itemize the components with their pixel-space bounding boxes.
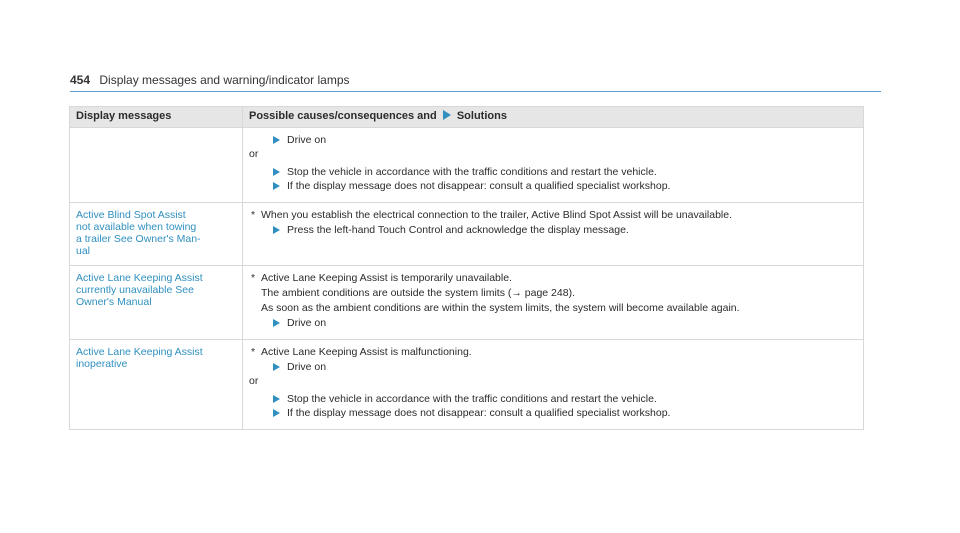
step-arrow-icon: [273, 395, 280, 403]
solution-arrow-icon: [443, 110, 451, 120]
display-message-cell: [70, 266, 243, 340]
display-message-text: ual: [76, 245, 91, 257]
display-message-text: Active Lane Keeping Assist: [76, 346, 203, 358]
display-message-text: inoperative: [76, 358, 128, 370]
display-message-text: Owner's Manual: [76, 296, 152, 308]
solution-step-text: Drive on: [287, 317, 327, 329]
cause-text: When you establish the electrical connection to the trailer, Active Blind Spot Assist will be unavailable.: [261, 209, 733, 221]
column-header-display-messages: Display messages: [70, 107, 243, 128]
solution-step: [249, 317, 857, 329]
solution-step-text: Stop the vehicle in accordance with the traffic conditions and restart the vehicle.: [287, 166, 657, 178]
table-row: [70, 340, 864, 430]
step-arrow-icon: [273, 409, 280, 417]
display-message-text: currently unavailable See: [76, 284, 194, 296]
column-header-causes: Possible causes/consequences and: [249, 110, 437, 122]
display-message-text: Active Lane Keeping Assist: [76, 272, 203, 284]
step-arrow-icon: [273, 136, 280, 144]
cause-line: [249, 209, 857, 221]
solution-step: [249, 393, 857, 405]
step-arrow-icon: [273, 182, 280, 190]
display-message-cell: [70, 340, 243, 430]
causes-solutions-cell: [243, 266, 864, 340]
table-header-row: [70, 107, 864, 128]
solution-step: [249, 407, 857, 419]
step-arrow-icon: [273, 363, 280, 371]
step-arrow-icon: [273, 319, 280, 327]
display-message-cell: [70, 128, 243, 203]
causes-solutions-cell: [243, 203, 864, 266]
cause-text: Active Lane Keeping Assist is temporarily unavailable.: [261, 272, 512, 284]
header-rule: [70, 91, 881, 92]
solution-step-text: If the display message does not disappear: consult a qualified specialist workshop.: [287, 180, 671, 192]
solution-step: [249, 361, 857, 373]
solution-step-text: Drive on: [287, 134, 327, 146]
solution-step-text: If the display message does not disappear: consult a qualified specialist workshop.: [287, 407, 671, 419]
page-title: Display messages and warning/indicator lamps: [99, 73, 350, 87]
display-messages-table: [69, 106, 864, 430]
solution-step: [249, 166, 857, 178]
or-separator: or: [249, 148, 259, 160]
causes-solutions-cell: [243, 128, 864, 203]
table-row: [70, 203, 864, 266]
solution-step: [249, 180, 857, 192]
cause-marker: *: [251, 209, 256, 221]
table-row: [70, 128, 864, 203]
cause-line: [249, 272, 857, 284]
table-body: [70, 128, 864, 430]
column-header-causes-solutions: [243, 107, 864, 128]
column-header-solutions: Solutions: [456, 110, 507, 122]
display-message-text: not available when towing: [76, 221, 197, 233]
or-separator: or: [249, 375, 259, 387]
cause-marker: *: [251, 272, 256, 284]
explanation-text: As soon as the ambient conditions are within the system limits, the system will become available again.: [261, 302, 740, 314]
display-message-text: a trailer See Owner's Man-: [76, 233, 201, 245]
explanation-text: The ambient conditions are outside the system limits (→ page 248).: [261, 287, 575, 299]
causes-solutions-cell: [243, 340, 864, 430]
page-number: 454: [70, 73, 91, 87]
step-arrow-icon: [273, 226, 280, 234]
solution-step: [249, 134, 857, 146]
solution-step-text: Press the left-hand Touch Control and acknowledge the display message.: [287, 224, 629, 236]
step-arrow-icon: [273, 168, 280, 176]
display-message-cell: [70, 203, 243, 266]
solution-step-text: Stop the vehicle in accordance with the traffic conditions and restart the vehicle.: [287, 393, 657, 405]
solution-step: [249, 224, 857, 236]
solution-step-text: Drive on: [287, 361, 327, 373]
page-header: [70, 73, 880, 87]
display-message-text: Active Blind Spot Assist: [76, 209, 186, 221]
table-row: [70, 266, 864, 340]
cause-marker: *: [251, 346, 256, 358]
cause-text: Active Lane Keeping Assist is malfunctioning.: [261, 346, 472, 358]
cause-line: [249, 346, 857, 358]
